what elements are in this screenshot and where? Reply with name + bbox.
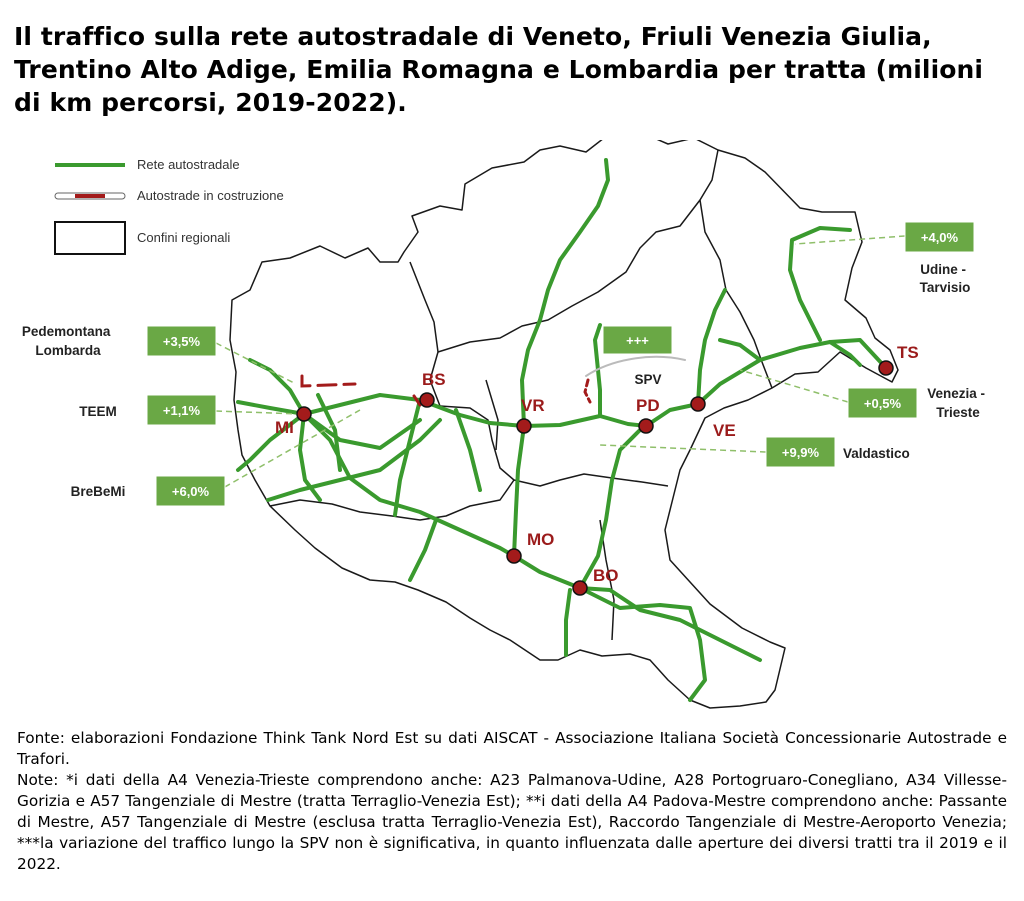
city-pd (636, 396, 660, 433)
label-udine-line1: Udine - (920, 262, 966, 277)
a4-main (238, 340, 886, 426)
label-brebemi: BreBeMi (70, 484, 126, 499)
box-spv-value: +++ (626, 333, 649, 348)
parma-spezia (410, 520, 436, 580)
border-trentino-veneto (438, 150, 718, 352)
city-mo-label: MO (527, 530, 555, 549)
label-pedemontana-line2: Lombarda (35, 343, 101, 358)
milano-torino (238, 414, 304, 470)
a22-brennero (540, 160, 608, 320)
value-boxes (147, 222, 974, 506)
box-valdastico (766, 437, 835, 467)
box-pedemontana-value: +3,5% (162, 334, 201, 349)
footer-source: Fonte: elaborazioni Fondazione Think Tank Nord Est su dati AISCAT - Associazione Italiana Società Concessionarie Autostrade e Trafori. (17, 729, 1007, 768)
footer-notes (17, 728, 1007, 875)
legend-construction-label: Autostrade in costruzione (137, 188, 284, 203)
city-ts-label: TS (897, 343, 919, 362)
box-brebemi-value: +6,0% (171, 484, 210, 499)
label-teem: TEEM (79, 404, 117, 419)
a27-belluno (698, 290, 725, 404)
city-bo-label: BO (593, 566, 619, 585)
leader-udine (795, 236, 905, 244)
box-pedemontana (147, 326, 216, 356)
box-spv (603, 326, 672, 354)
label-pedemontana (22, 324, 114, 358)
city-bs-label: BS (422, 370, 446, 389)
highway-map (0, 140, 1024, 720)
label-venezia (927, 386, 989, 420)
city-bs (420, 370, 446, 407)
box-teem-value: +1,1% (162, 403, 201, 418)
highway-network (238, 160, 886, 700)
legend-borders-label: Confini regionali (137, 230, 231, 245)
leader-valdastico (600, 445, 766, 452)
leader-pedemontana (216, 343, 296, 384)
label-udine (920, 262, 971, 295)
a13-bo-pd (580, 430, 640, 588)
mo-brennero-link (456, 410, 480, 490)
a23-udine-tarvisio (790, 228, 850, 340)
label-venezia-line2: Trieste (936, 405, 980, 420)
footer-notes-text: Note: *i dati della A4 Venezia-Trieste comprendono anche: A23 Palmanova-Udine, A28 Portogruaro-Conegliano, A34 Villesse-Gorizia e A57 Tangenziale di Mestre (tratta Terraglio-Venezia Est); **i dati della A4 Padova-Mestre comprendono anche: Passante di Mestre, A57 Tangenziale di Mestre (esclusa tratta Terraglio-Venezia Est), Raccordo Tangenziale di Mestre-Aeroporto Venezia; ***la variazione del traffico lungo la SPV non è significativa, in quanto influenzata dalle aperture dei diversi tratti tra il 2019 e il 2022. (17, 771, 1007, 873)
map-legend (55, 157, 284, 254)
city-vr-label: VR (521, 396, 545, 415)
legend-borders-swatch (55, 222, 125, 254)
label-valdastico: Valdastico (843, 446, 910, 461)
city-ve-label: VE (713, 421, 736, 440)
bo-fi (566, 590, 570, 655)
label-venezia-line1: Venezia - (927, 386, 986, 401)
route-labels (22, 262, 989, 499)
city-mi-label: MI (275, 418, 294, 437)
label-udine-line2: Tarvisio (919, 280, 971, 295)
city-ts (879, 343, 919, 375)
pedemontana-construction (302, 376, 355, 386)
box-udine-value: +4,0% (920, 230, 959, 245)
box-udine (905, 222, 974, 252)
label-spv: SPV (634, 372, 662, 387)
box-teem (147, 395, 216, 425)
a14-adriatica (580, 588, 705, 700)
box-brebemi (156, 476, 225, 506)
box-venezia (848, 388, 917, 418)
construction-highways (302, 357, 685, 405)
legend-network-label: Rete autostradale (137, 157, 240, 172)
a22-south (514, 320, 540, 556)
box-valdastico-value: +9,9% (781, 445, 820, 460)
a28 (720, 340, 760, 360)
a34 (830, 342, 860, 365)
box-venezia-value: +0,5% (863, 396, 902, 411)
label-pedemontana-line1: Pedemontana (21, 324, 111, 339)
city-pd-label: PD (636, 396, 660, 415)
page-title: Il traffico sulla rete autostradale di Veneto, Friuli Venezia Giulia, Trentino Alto Adige, Emilia Romagna e Lombardia per tratta (milioni di km percorsi, 2019-2022). (14, 22, 984, 117)
spv-construction (585, 380, 590, 402)
